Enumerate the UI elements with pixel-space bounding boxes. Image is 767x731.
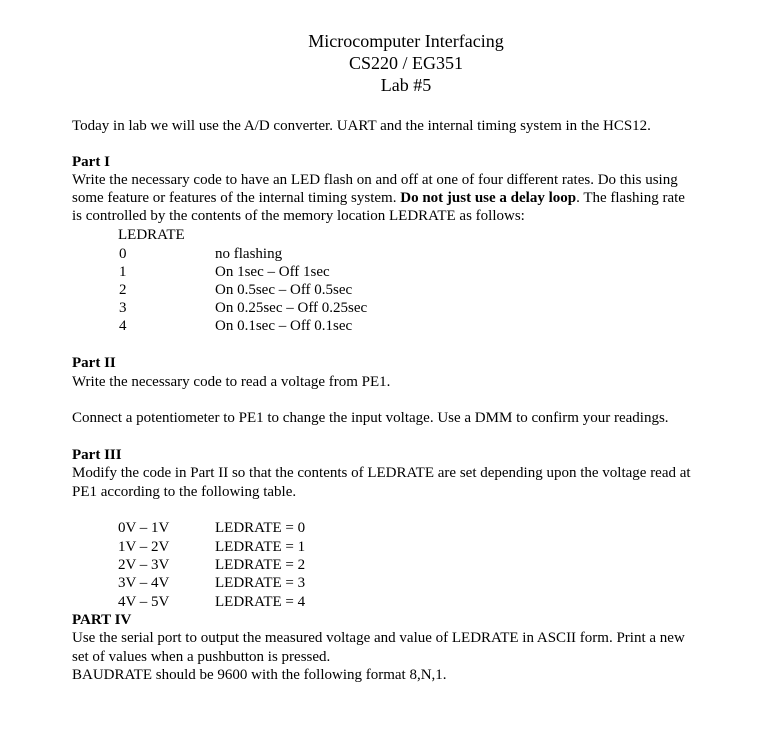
part1-heading: Part I — [72, 154, 110, 170]
document-title: Microcomputer Interfacing — [308, 31, 504, 51]
ledrate-table-header: LEDRATE — [118, 227, 185, 243]
ledrate-value: 1 — [119, 264, 127, 280]
part1-line1: Write the necessary code to have an LED flash on and off at one of four different rates. Do this using — [72, 172, 678, 188]
part1-line2 — [72, 189, 740, 207]
part1-line2-end: . The flashing rate — [576, 190, 685, 206]
voltage-range: 4V – 5V — [118, 594, 170, 610]
part3-line1: Modify the code in Part II so that the contents of LEDRATE are set depending upon the voltage read at — [72, 465, 691, 481]
part1-emphasis: Do not just use a delay loop — [400, 190, 577, 206]
course-code: CS220 / EG351 — [348, 53, 463, 73]
ledrate-value: 3 — [119, 300, 127, 316]
ledrate-setting: LEDRATE = 0 — [215, 520, 306, 536]
part4-line2: set of values when a pushbutton is pressed. — [72, 649, 331, 665]
voltage-range: 0V – 1V — [118, 520, 170, 536]
ledrate-description: On 1sec – Off 1sec — [215, 264, 330, 280]
part4-line1: Use the serial port to output the measured voltage and value of LEDRATE in ASCII form. Print a new — [72, 630, 685, 646]
ledrate-description: On 0.25sec – Off 0.25sec — [215, 300, 368, 316]
part4-heading: PART IV — [72, 612, 132, 628]
voltage-range: 1V – 2V — [118, 539, 170, 555]
ledrate-setting: LEDRATE = 4 — [215, 594, 306, 610]
part1-line2-start: some feature or features of the internal timing system. — [72, 190, 401, 206]
part3-line2: PE1 according to the following table. — [72, 484, 297, 500]
ledrate-setting: LEDRATE = 3 — [215, 575, 306, 591]
part2-heading: Part II — [72, 355, 116, 371]
part2-line1: Write the necessary code to read a voltage from PE1. — [72, 374, 391, 390]
voltage-range: 3V – 4V — [118, 575, 170, 591]
part3-heading: Part III — [72, 447, 122, 463]
intro-text: Today in lab we will use the A/D converter. UART and the internal timing system in the HCS12. — [72, 118, 651, 134]
ledrate-description: no flashing — [215, 246, 283, 262]
title-block — [0, 30, 767, 96]
ledrate-description: On 0.1sec – Off 0.1sec — [215, 318, 353, 334]
part1-paragraph — [72, 171, 740, 225]
ledrate-description: On 0.5sec – Off 0.5sec — [215, 282, 353, 298]
part2-line2: Connect a potentiometer to PE1 to change the input voltage. Use a DMM to confirm your readings. — [72, 410, 669, 426]
ledrate-setting: LEDRATE = 2 — [215, 557, 306, 573]
ledrate-value: 4 — [119, 318, 127, 334]
voltage-range: 2V – 3V — [118, 557, 170, 573]
part4-line3: BAUDRATE should be 9600 with the following format 8,N,1. — [72, 667, 447, 683]
part1-line3: is controlled by the contents of the memory location LEDRATE as follows: — [72, 208, 525, 224]
ledrate-value: 0 — [119, 246, 127, 262]
ledrate-setting: LEDRATE = 1 — [215, 539, 306, 555]
ledrate-value: 2 — [119, 282, 127, 298]
lab-number: Lab #5 — [380, 75, 432, 95]
